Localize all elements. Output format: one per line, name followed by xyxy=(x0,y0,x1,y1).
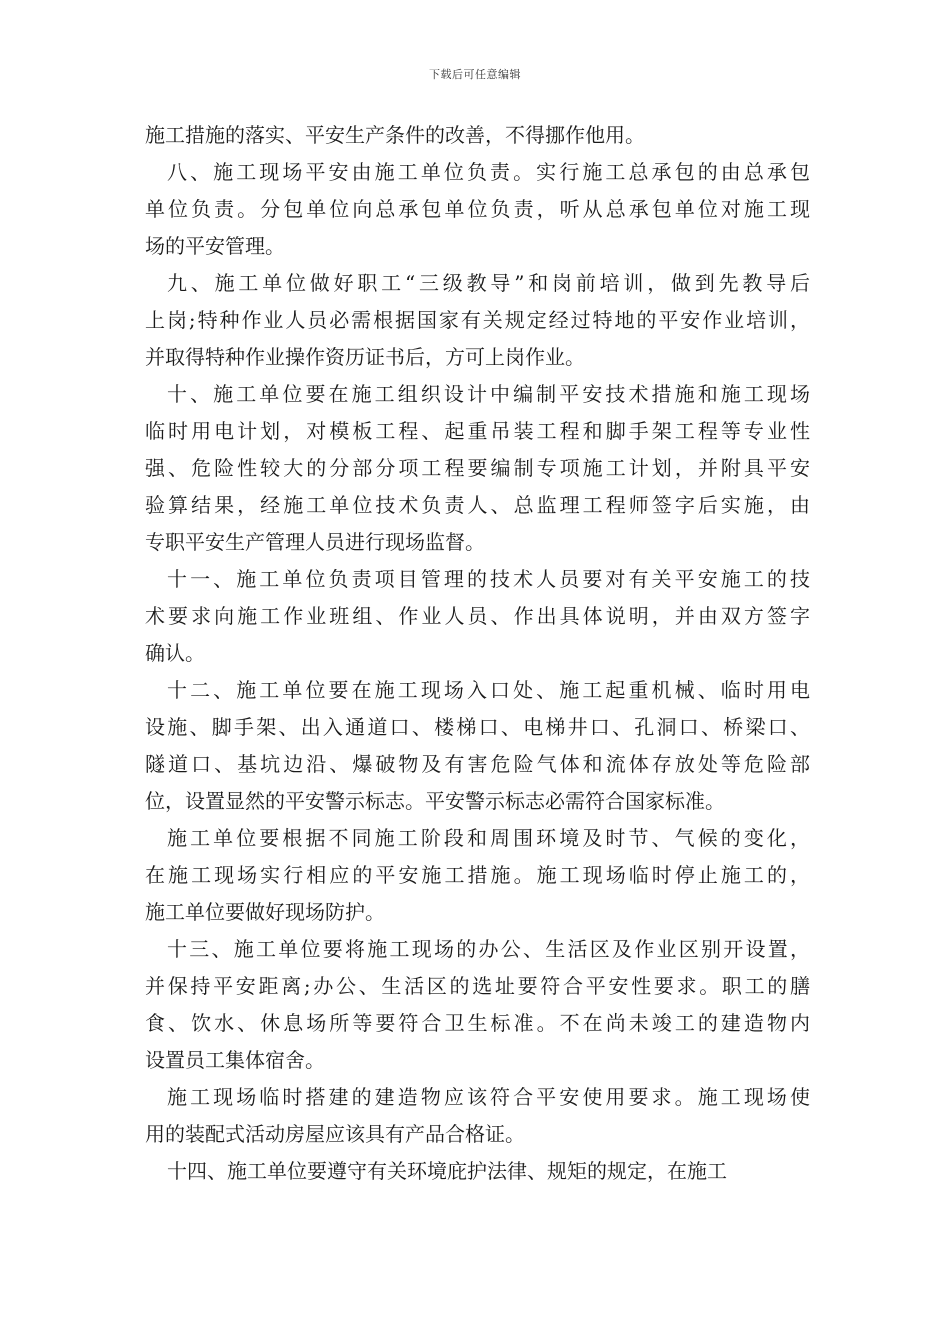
text-line: 八、施工现场平安由施工单位负责。实行施工总承包的由总承包 xyxy=(167,160,810,184)
text-line: 确认。 xyxy=(145,641,205,665)
text-line: 十三、施工单位要将施工现场的办公、生活区及作业区别开设置， xyxy=(167,937,810,961)
text-line: 在施工现场实行相应的平安施工措施。施工现场临时停止施工的， xyxy=(145,863,810,887)
text-line: 十一、施工单位负责项目管理的技术人员要对有关平安施工的技 xyxy=(167,567,810,591)
text-line: 九、施工单位做好职工“三级教导”和岗前培训，做到先教导后 xyxy=(167,271,810,295)
text-line: 设置员工集体宿舍。 xyxy=(145,1048,325,1072)
text-line: 上岗;特种作业人员必需根据国家有关规定经过特地的平安作业培训， xyxy=(145,308,810,332)
text-line: 施工措施的落实、平安生产条件的改善，不得挪作他用。 xyxy=(145,123,645,147)
paragraph-p10 xyxy=(145,376,810,561)
paragraph-p9 xyxy=(145,265,810,376)
paragraph-p11 xyxy=(145,561,810,672)
text-line: 强、危险性较大的分部分项工程要编制专项施工计划，并附具平安 xyxy=(145,456,810,480)
text-line: 并保持平安距离;办公、生活区的选址要符合平安性要求。职工的膳 xyxy=(145,974,810,998)
page-header: 下载后可任意编辑 xyxy=(429,68,521,81)
text-line: 术要求向施工作业班组、作业人员、作出具体说明，并由双方签字 xyxy=(145,604,810,628)
text-line: 用的装配式活动房屋应该具有产品合格证。 xyxy=(145,1122,525,1146)
text-line: 临时用电计划，对模板工程、起重吊装工程和脚手架工程等专业性 xyxy=(145,419,810,443)
text-line: 设施、脚手架、出入通道口、楼梯口、电梯井口、孔洞口、桥梁口、 xyxy=(145,715,810,739)
paragraph-p13b xyxy=(145,1079,810,1153)
text-line: 隧道口、基坑边沿、爆破物及有害危险气体和流体存放处等危险部 xyxy=(145,752,810,776)
text-line: 施工单位要做好现场防护。 xyxy=(145,900,385,924)
paragraph-p12 xyxy=(145,672,810,820)
document-body xyxy=(145,117,810,1190)
text-line: 施工现场临时搭建的建造物应该符合平安使用要求。施工现场使 xyxy=(167,1085,810,1109)
text-line: 位，设置显然的平安警示标志。平安警示标志必需符合国家标准。 xyxy=(145,789,725,813)
paragraph-p12b xyxy=(145,820,810,931)
text-line: 食、饮水、休息场所等要符合卫生标准。不在尚未竣工的建造物内 xyxy=(145,1011,810,1035)
text-line: 并取得特种作业操作资历证书后，方可上岗作业。 xyxy=(145,345,585,369)
text-line: 十四、施工单位要遵守有关环境庇护法律、规矩的规定，在施工 xyxy=(167,1159,727,1183)
text-line: 十、施工单位要在施工组织设计中编制平安技术措施和施工现场 xyxy=(167,382,810,406)
paragraph-p8 xyxy=(145,154,810,265)
text-line: 场的平安管理。 xyxy=(145,234,285,258)
paragraph-p13 xyxy=(145,931,810,1079)
text-line: 单位负责。分包单位向总承包单位负责，听从总承包单位对施工现 xyxy=(145,197,810,221)
paragraph-p14 xyxy=(145,1153,810,1190)
text-line: 十二、施工单位要在施工现场入口处、施工起重机械、临时用电 xyxy=(167,678,810,702)
text-line: 验算结果，经施工单位技术负责人、总监理工程师签字后实施，由 xyxy=(145,493,810,517)
text-line: 专职平安生产管理人员进行现场监督。 xyxy=(145,530,485,554)
text-line: 施工单位要根据不同施工阶段和周围环境及时节、气候的变化， xyxy=(167,826,810,850)
paragraph-p0 xyxy=(145,117,810,154)
